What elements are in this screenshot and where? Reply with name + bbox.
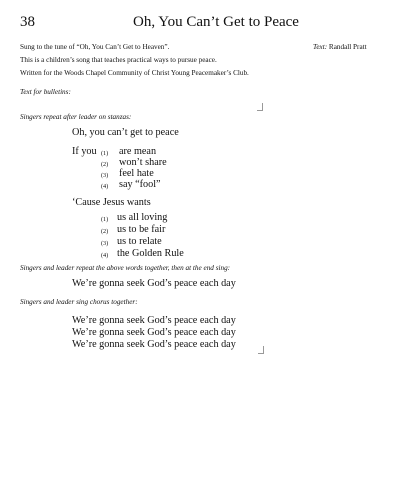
list1-num: (1) [101,150,109,157]
verse-if-you: If you [72,146,97,157]
list1-item: say “fool” [119,179,161,190]
bulletin-label: Text for bulletins: [20,88,71,96]
list1-num: (4) [101,183,109,190]
list1-item: feel hate [119,168,154,179]
list2-item: us to be fair [117,224,166,235]
author-name: Randall Pratt [328,43,367,51]
list1-num: (2) [101,161,109,168]
chorus-line: We’re gonna seek God’s peace each day [72,339,236,350]
verse-cause: ‘Cause Jesus wants [72,197,151,208]
author-label: Text: [313,43,328,51]
crop-mark-top [257,103,263,111]
list2-num: (3) [101,240,109,247]
list2-num: (1) [101,216,109,223]
instruction-stanzas: Singers repeat after leader on stanzas: [20,113,132,121]
list1-item: are mean [119,146,157,157]
chorus-line: We’re gonna seek God’s peace each day [72,315,236,326]
instruction-repeat: Singers and leader repeat the above words together, then at the end sing: [20,264,231,272]
end-line: We’re gonna seek God’s peace each day [72,278,236,289]
written-for-note: Written for the Woods Chapel Community of Christ Young Peacemaker’s Club. [20,69,249,77]
chorus-line: We’re gonna seek God’s peace each day [72,327,236,338]
list2-item: us all loving [117,212,168,223]
song-description: This is a children’s song that teaches practical ways to pursue peace. [20,56,217,64]
list1-item: won’t share [119,157,167,168]
instruction-chorus: Singers and leader sing chorus together: [20,298,138,306]
list2-item: us to relate [117,236,162,247]
list2-item: the Golden Rule [117,248,184,259]
verse-line-1: Oh, you can’t get to peace [72,127,179,138]
song-title: Oh, You Can’t Get to Peace [133,14,299,30]
tune-note: Sung to the tune of “Oh, You Can’t Get to Heaven”. [20,43,170,51]
list1-num: (3) [101,172,109,179]
crop-mark-bottom [258,346,264,354]
list2-num: (4) [101,252,109,259]
list2-num: (2) [101,228,109,235]
author-credit [313,43,367,51]
page-number: 38 [20,14,35,30]
